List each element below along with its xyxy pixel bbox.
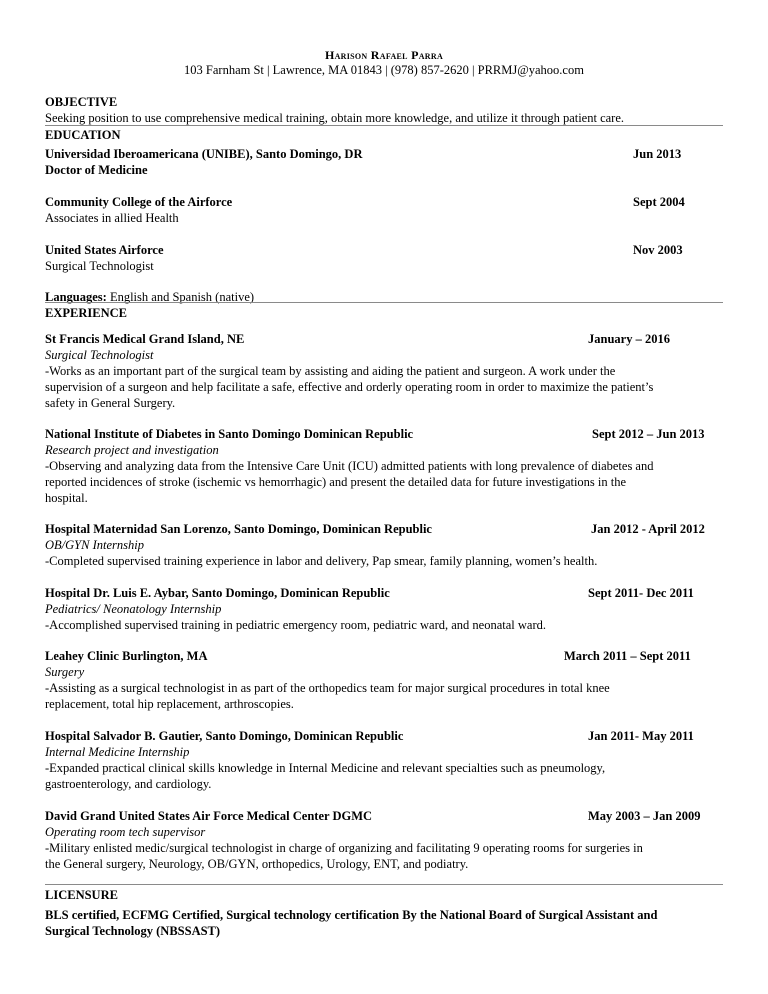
job-role: Surgery — [45, 665, 85, 679]
job-organization: Hospital Maternidad San Lorenzo, Santo Domingo, Dominican Republic — [45, 522, 432, 536]
job-role: Research project and investigation — [45, 443, 219, 457]
objective-heading: OBJECTIVE — [45, 95, 118, 109]
education-degree: Doctor of Medicine — [45, 163, 148, 177]
languages-label: Languages: — [45, 290, 107, 304]
languages-value: English and Spanish (native) — [106, 290, 255, 304]
section-divider — [45, 125, 723, 126]
job-description-line: safety in General Surgery. — [45, 396, 176, 410]
education-date: Jun 2013 — [633, 147, 682, 161]
job-role: Operating room tech supervisor — [45, 825, 206, 839]
job-organization: Leahey Clinic Burlington, MA — [45, 649, 208, 663]
education-degree: Surgical Technologist — [45, 259, 154, 273]
job-description-line: -Assisting as a surgical technologist in as part of the orthopedics team for major surgical procedures in total knee — [45, 681, 610, 695]
licensure-line: Surgical Technology (NBSSAST) — [45, 924, 221, 938]
job-role: Surgical Technologist — [45, 348, 154, 362]
job-description-line: -Completed supervised training experience in labor and delivery, Pap smear, family planning, women’s health. — [45, 554, 598, 568]
job-description-line: the General surgery, Neurology, OB/GYN, orthopedics, Urology, ENT, and podiatry. — [45, 857, 469, 871]
job-organization: Hospital Salvador B. Gautier, Santo Domingo, Dominican Republic — [45, 729, 404, 743]
job-description-line: hospital. — [45, 491, 88, 505]
job-organization: St Francis Medical Grand Island, NE — [45, 332, 245, 346]
job-description-line: -Military enlisted medic/surgical technologist in charge of organizing and facilitating 9 operating rooms for surgeries in — [45, 841, 643, 855]
education-heading: EDUCATION — [45, 128, 121, 142]
job-dates: Sept 2012 – Jun 2013 — [592, 427, 705, 441]
job-description-line: -Accomplished supervised training in pediatric emergency room, pediatric ward, and neonatal ward. — [45, 618, 546, 632]
job-description-line: -Expanded practical clinical skills knowledge in Internal Medicine and relevant specialties such as pneumology, — [45, 761, 606, 775]
job-description-line: replacement, total hip replacement, arthroscopies. — [45, 697, 294, 711]
job-dates: Sept 2011- Dec 2011 — [588, 586, 694, 600]
job-role: Internal Medicine Internship — [45, 745, 190, 759]
objective-text: Seeking position to use comprehensive medical training, obtain more knowledge, and utilize it through patient care. — [45, 111, 625, 125]
experience-heading: EXPERIENCE — [45, 306, 127, 320]
education-degree: Associates in allied Health — [45, 211, 179, 225]
section-divider — [45, 884, 723, 885]
job-role: Pediatrics/ Neonatology Internship — [45, 602, 222, 616]
job-description-line: supervision of a surgeon and help facilitate a safe, effective and orderly operating room in order to maximize the patient’s — [45, 380, 654, 394]
job-organization: Hospital Dr. Luis E. Aybar, Santo Domingo, Dominican Republic — [45, 586, 390, 600]
job-role: OB/GYN Internship — [45, 538, 144, 552]
job-dates: May 2003 – Jan 2009 — [588, 809, 701, 823]
job-dates: March 2011 – Sept 2011 — [564, 649, 691, 663]
job-description-line: gastroenterology, and cardiology. — [45, 777, 212, 791]
education-date: Nov 2003 — [633, 243, 683, 257]
job-dates: January – 2016 — [588, 332, 670, 346]
job-description-line: reported incidences of stroke (ischemic vs hemorrhagic) and present the detailed data for future investigations in the — [45, 475, 627, 489]
job-description-line: -Observing and analyzing data from the Intensive Care Unit (ICU) admitted patients with long prevalence of diabetes and — [45, 459, 654, 473]
contact-line: 103 Farnham St | Lawrence, MA 01843 | (978) 857-2620 | PRRMJ@yahoo.com — [184, 63, 584, 77]
job-dates: Jan 2011- May 2011 — [588, 729, 694, 743]
education-school: Community College of the Airforce — [45, 195, 233, 209]
job-organization: National Institute of Diabetes in Santo Domingo Dominican Republic — [45, 427, 414, 441]
job-description-line: -Works as an important part of the surgical team by assisting and aiding the patient and surgeon. A work under the — [45, 364, 616, 378]
education-school: United States Airforce — [45, 243, 164, 257]
education-school: Universidad Iberoamericana (UNIBE), Santo Domingo, DR — [45, 147, 363, 161]
job-dates: Jan 2012 - April 2012 — [591, 522, 705, 536]
job-organization: David Grand United States Air Force Medical Center DGMC — [45, 809, 373, 823]
licensure-line: BLS certified, ECFMG Certified, Surgical technology certification By the National Board of Surgical Assistant and — [45, 908, 658, 922]
licensure-heading: LICENSURE — [45, 888, 118, 902]
section-divider — [45, 302, 723, 303]
education-date: Sept 2004 — [633, 195, 685, 209]
candidate-name: Harison Rafael Parra — [324, 48, 444, 62]
